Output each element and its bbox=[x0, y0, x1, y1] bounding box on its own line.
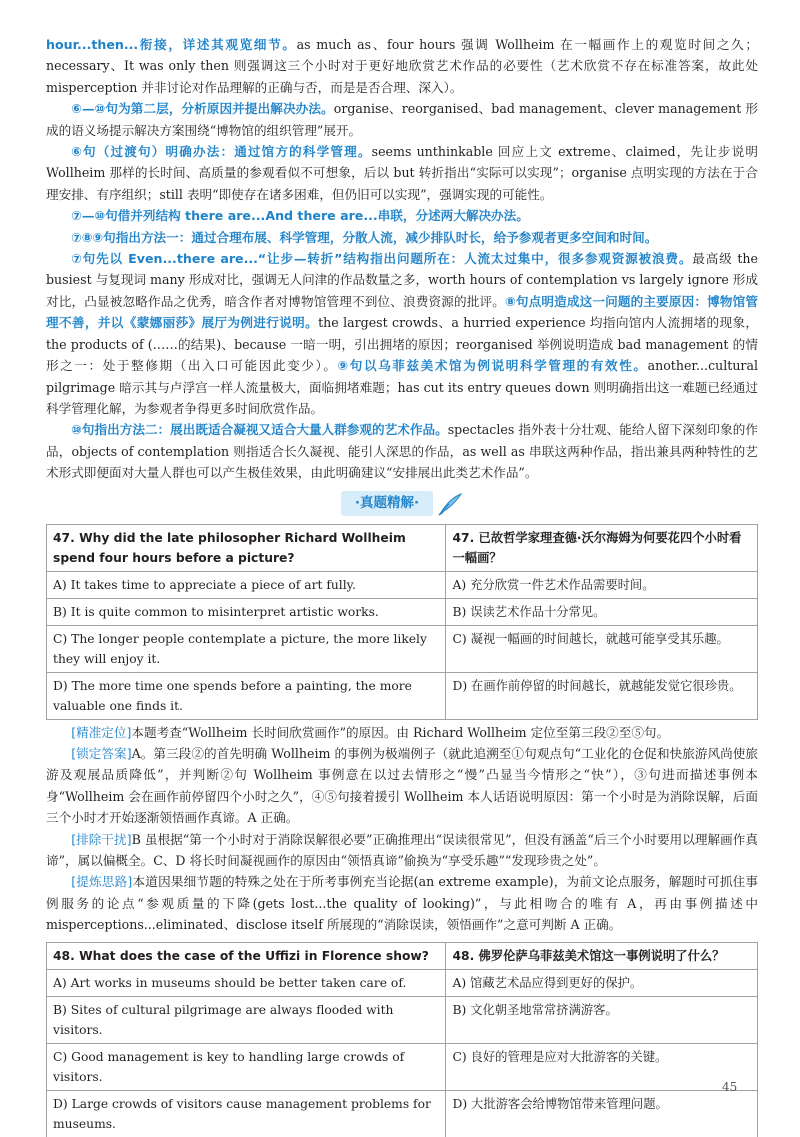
analysis-tag: [锁定答案] bbox=[71, 745, 132, 761]
analysis-text: 本道因果细节题的特殊之处在于所考事例充当论据(an extreme example)，为前文论点服务，解题时可抓住事例服务的论点“参观质量的下降(gets lost...the quality of looking)”，与此相吻合的唯有 A，再由事例描述中 misperceptions...eliminated、disclose itself 所展现的“消除误读，领悟画作”之意可判断 A 正确。 bbox=[46, 874, 759, 933]
analysis-text: A。第三段②的首先明确 Wollheim 的事例为极端例子（就此追溯至①句观点句“工业化的仓促和快旅游风尚使旅游及观展品质降低”，并判断②句 Wollheim 事例意在以过去情形之“慢”凸显当今情形之“快”），③句进而描述事例本身“Wollheim 会在画作前停留四个小时之久”，④⑤句接着援引 Wollheim 本人话语说明原因：第一个小时是为消除误解，后面三个小时才开始逐渐领悟画作真谛。A 正确。 bbox=[46, 745, 758, 826]
analysis-refine bbox=[46, 871, 758, 935]
question-47-table bbox=[46, 524, 758, 720]
option-c-en: C) The longer people contemplate a picture, the more likely they will enjoy it. bbox=[47, 625, 446, 672]
table-row bbox=[47, 942, 758, 969]
paragraph-7 bbox=[46, 419, 758, 483]
option-a-en: A) Art works in museums should be better taken care of. bbox=[47, 969, 446, 996]
highlight-text: ⑧句点明造成这一问题的主要原因：博物馆管理不善，并以《蒙娜丽莎》展厅为例进行说明。 bbox=[46, 293, 759, 331]
option-a-en: A) It takes time to appreciate a piece of art fully. bbox=[47, 571, 446, 598]
highlight-text: ⑦⑧⑨句指出方法一：通过合理布展、科学管理，分散人流，减少排队时长，给予参观者更多空间和时间。 bbox=[71, 229, 658, 245]
body-text: the largest crowds、a hurried experience 均指向馆内人流拥堵的现象，the products of (……的结果)、because 一暗一明，引出拥堵的原因；reorganised 举例说明造成 bad management 的情形之一：处于整修期（出入口可能因此变少）。 bbox=[46, 315, 758, 374]
quill-icon bbox=[437, 492, 463, 516]
question-48-en: 48. What does the case of the Uffizi in Florence show? bbox=[47, 942, 446, 969]
page-content bbox=[46, 34, 758, 1137]
highlight-text: ⑥—⑩句为第二层，分析原因并提出解决办法。 bbox=[71, 101, 334, 117]
option-d-en: D) Large crowds of visitors cause management problems for museums. bbox=[47, 1090, 446, 1137]
analysis-answer bbox=[46, 743, 758, 829]
table-row bbox=[47, 524, 758, 571]
question-47-en: 47. Why did the late philosopher Richard Wollheim spend four hours before a picture? bbox=[47, 524, 446, 571]
highlight-text: ⑩句指出方法二：展出既适合凝视又适合大量人群参观的艺术作品。 bbox=[71, 422, 448, 438]
highlight-text: ⑨句以乌菲兹美术馆为例说明科学管理的有效性。 bbox=[337, 358, 648, 374]
table-row bbox=[47, 571, 758, 598]
option-b-en: B) It is quite common to misinterpret artistic works. bbox=[47, 598, 446, 625]
paragraph-2 bbox=[46, 98, 758, 141]
section-title bbox=[46, 490, 758, 518]
table-row bbox=[47, 969, 758, 996]
body-text: 最高级 the busiest 与复现词 many 形成对比，强调无人问津的作品数量之多，worth hours of contemplation vs largely ignore 形成对比，凸显被忽略作品之优秀，暗含作者对博物馆管理不到位、浪费资源的批评。 bbox=[46, 251, 758, 309]
analysis-text: B 虽根据“第一个小时对于消除误解很必要”正确推理出“误读很常见”，但没有涵盖“后三个小时要用以理解画作真谛”，属以偏概全。C、D 将长时间凝视画作的原因由“领悟真谛”偷换为“享受乐趣”“发现珍贵之处”。 bbox=[46, 831, 759, 868]
question-48-table bbox=[46, 942, 758, 1137]
section-title-text: ·真题精解· bbox=[354, 494, 420, 511]
body-text: another...cultural pilgrimage 暗示其与卢浮宫一样人流量极大，面临拥堵难题；has cut its entry queues down 则明确指出这一难题已经通过科学管理化解，为参观者争得更多时间欣赏作品。 bbox=[46, 358, 758, 416]
option-b-en: B) Sites of cultural pilgrimage are always flooded with visitors. bbox=[47, 996, 446, 1043]
table-row bbox=[47, 672, 758, 719]
option-b-cn: B) 文化朝圣地常常挤满游客。 bbox=[446, 996, 758, 1043]
highlight-text: ⑥句（过渡句）明确办法：通过馆方的科学管理。 bbox=[71, 144, 372, 160]
option-d-cn: D) 在画作前停留的时间越长，就越能发觉它很珍贵。 bbox=[446, 672, 758, 719]
paragraph-6 bbox=[46, 248, 758, 419]
paragraph-3 bbox=[46, 141, 758, 205]
table-row bbox=[47, 598, 758, 625]
highlight-text: hour...then...衔接，详述其观览细节。 bbox=[46, 37, 297, 52]
highlight-text: ⑦句先以 Even...there are...“让步—转折”结构指出问题所在：人流太过集中，很多参观资源被浪费。 bbox=[71, 251, 693, 267]
paragraph-1 bbox=[46, 34, 758, 98]
option-a-cn: A) 馆藏艺术品应得到更好的保护。 bbox=[446, 969, 758, 996]
question-47-cn: 47. 已故哲学家理查德·沃尔海姆为何要花四个小时看一幅画？ bbox=[446, 524, 758, 571]
analysis-tag: [提炼思路] bbox=[71, 874, 133, 890]
analysis-locate bbox=[46, 722, 758, 743]
analysis-text: 本题考查“Wollheim 长时间欣赏画作”的原因。由 Richard Wollheim 定位至第三段②至⑤句。 bbox=[131, 724, 670, 740]
option-d-cn: D) 大批游客会给博物馆带来管理问题。 bbox=[446, 1090, 758, 1137]
body-text: seems unthinkable 回应上文 extreme、claimed，先让步说明 Wollheim 那样的长时间、高质量的参观看似不可想象，后以 but 转折指出“实际可以实现”；organise 点明实现的方法在于合理安排、有序组织；still 表明“即使存在诸多困难，但仍旧可以实现”，强调实现的可能性。 bbox=[46, 144, 758, 202]
body-text: as much as、four hours 强调 Wollheim 在一幅画作上的观览时间之久；necessary、It was only then 则强调这三个小时对于更好地欣赏艺术作品的必要性（艺术欣赏不存在标准答案，故此处 misperception 并非讨论对作品理解的正确与否，而是是否合理、深入）。 bbox=[46, 37, 758, 95]
page-number: 45 bbox=[722, 1080, 738, 1094]
highlight-text: ⑦—⑩句借并列结构 there are...And there are...串联，分述两大解决办法。 bbox=[71, 208, 529, 224]
analysis-tag: [排除干扰] bbox=[71, 831, 132, 847]
option-c-cn: C) 凝视一幅画的时间越长，就越可能享受其乐趣。 bbox=[446, 625, 758, 672]
option-c-en: C) Good management is key to handling large crowds of visitors. bbox=[47, 1043, 446, 1090]
table-row bbox=[47, 1043, 758, 1090]
option-b-cn: B) 误读艺术作品十分常见。 bbox=[446, 598, 758, 625]
analysis-exclude bbox=[46, 829, 758, 872]
table-row bbox=[47, 996, 758, 1043]
body-text: organise、reorganised、bad management、clever management 形成的语义场提示解决方案围绕“博物馆的组织管理”展开。 bbox=[46, 101, 758, 138]
question-48-cn: 48. 佛罗伦萨乌菲兹美术馆这一事例说明了什么？ bbox=[446, 942, 758, 969]
option-a-cn: A) 充分欣赏一件艺术作品需要时间。 bbox=[446, 571, 758, 598]
option-c-cn: C) 良好的管理是应对大批游客的关键。 bbox=[446, 1043, 758, 1090]
body-text: spectacles 指外表十分壮观、能给人留下深刻印象的作品，objects of contemplation 则指适合长久凝视、能引人深思的作品，as well as 串联这两种作品，指出兼具两种特性的艺术形式即便面对大量人群也可以产生极佳效果，由此明确建议“安排展出此类艺术作品”。 bbox=[46, 422, 758, 481]
table-row bbox=[47, 625, 758, 672]
paragraph-5 bbox=[46, 227, 758, 248]
analysis-tag: [精准定位] bbox=[71, 724, 132, 740]
table-row bbox=[47, 1090, 758, 1137]
option-d-en: D) The more time one spends before a painting, the more valuable one finds it. bbox=[47, 672, 446, 719]
paragraph-4 bbox=[46, 205, 758, 226]
section-title-pill bbox=[341, 491, 433, 516]
